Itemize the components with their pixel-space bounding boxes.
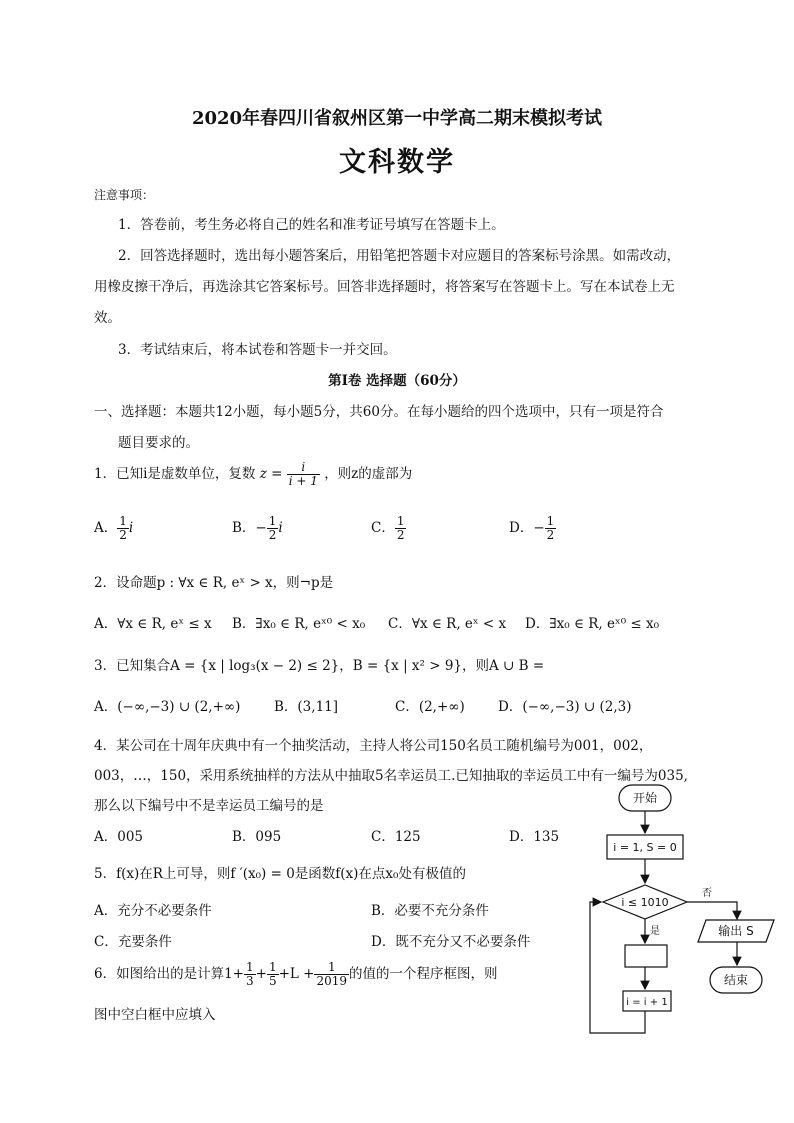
flowchart-increment-label: i = i + 1 bbox=[626, 997, 668, 1008]
notice-item-2-line1: 2．回答选择题时，选出每小题答案后，用铅笔把答题卡对应题目的答案标号涂黑。如需改动， bbox=[118, 248, 681, 264]
q3-option-a: A．(−∞,−3) ∪ (2,+∞) bbox=[94, 699, 241, 715]
question-2-stem: 2．设命题p : ∀x ∈ R, eˣ > x，则¬p是 bbox=[94, 575, 334, 591]
q4-option-c: C．125 bbox=[371, 829, 421, 845]
flowchart-yes-label: 是 bbox=[650, 926, 660, 937]
subject-title: 文科数学 bbox=[339, 147, 455, 178]
question-6-line2: 图中空白框中应填入 bbox=[94, 1007, 216, 1023]
flowchart-init-label: i = 1, S = 0 bbox=[613, 841, 677, 854]
q2-option-d: D．∃x₀ ∈ R, eˣ⁰ ≤ x₀ bbox=[525, 616, 660, 632]
question-3-stem: 3．已知集合A = {x | log₃(x − 2) ≤ 2}，B = {x | x² > 9}，则A ∪ B = bbox=[94, 658, 545, 674]
question-4-line3: 那么以下编号中不是幸运员工编号的是 bbox=[94, 798, 324, 814]
flowchart-diagram bbox=[582, 780, 788, 1042]
notice-item-2-line3: 效。 bbox=[94, 310, 121, 326]
question-4-line2: 003，…，150，采用系统抽样的方法从中抽取5名幸运员工.已知抽取的幸运员工中有一编号为035, bbox=[94, 768, 688, 784]
q5-option-d: D．既不充分又不必要条件 bbox=[371, 934, 531, 950]
q4-option-b: B．095 bbox=[232, 829, 282, 845]
flowchart-start-label: 开始 bbox=[632, 791, 658, 805]
q1-option-c: C． $\frac{1}{2}$ bbox=[371, 514, 405, 542]
q1-option-d: D．− $\frac{1}{2}$ bbox=[509, 514, 555, 542]
q2-option-a: A．∀x ∈ R, eˣ ≤ x bbox=[94, 616, 212, 632]
q3-option-c: C．(2,+∞) bbox=[395, 699, 465, 715]
section-instruction-line2: 题目要求的。 bbox=[118, 435, 199, 451]
q2-option-c: C．∀x ∈ R, eˣ < x bbox=[388, 616, 507, 632]
q1-fraction: $\frac{i}{i + 1}$ bbox=[288, 460, 318, 488]
q3-option-b: B．(3,11] bbox=[274, 699, 339, 715]
q5-option-a: A．充分不必要条件 bbox=[94, 903, 212, 919]
flowchart-output-label: 输出 S bbox=[718, 924, 754, 938]
exam-title: 2020年春四川省叙州区第一中学高二期末模拟考试 bbox=[191, 108, 603, 129]
notice-item-1: 1．答卷前，考生务必将自己的姓名和准考证号填写在答题卡上。 bbox=[118, 217, 505, 233]
q1-option-b: B．− $\frac{1}{2}$ i bbox=[232, 514, 283, 542]
question-1-stem: 1．已知i是虚数单位，复数 z = $\frac{i}{i + 1}$ ，则z的虚部为 bbox=[94, 460, 413, 488]
q4-option-a: A．005 bbox=[94, 829, 144, 845]
flowchart-end-label: 结束 bbox=[723, 973, 749, 987]
q3-option-d: D．(−∞,−3) ∪ (2,3) bbox=[498, 699, 632, 715]
notice-item-3: 3．考试结束后，将本试卷和答题卡一并交回。 bbox=[118, 342, 397, 358]
flowchart-condition-label: i ≤ 1010 bbox=[621, 896, 669, 909]
section-instruction-line1: 一、选择题：本题共12小题，每小题5分，共60分。在每小题给的四个选项中，只有一项是符合 bbox=[94, 404, 664, 420]
q5-option-c: C．充要条件 bbox=[94, 934, 172, 950]
section-title: 第Ⅰ卷 选择题（60分） bbox=[328, 373, 466, 389]
q2-option-b: B．∃x₀ ∈ R, eˣ⁰ < x₀ bbox=[232, 616, 366, 632]
flowchart-blank-box bbox=[625, 945, 667, 967]
q4-option-d: D．135 bbox=[509, 829, 560, 845]
q1-option-a: A． $\frac{1}{2}$ i bbox=[94, 514, 134, 542]
notice-heading: 注意事项： bbox=[94, 188, 155, 202]
notice-item-2-line2: 用橡皮擦干净后，再选涂其它答案标号。回答非选择题时，将答案写在答题卡上。写在本试卷上无 bbox=[94, 279, 675, 295]
question-6-stem: 6．如图给出的是计算1+ $\frac{1}{3}$ + $\frac{1}{5}$ +L + $\frac{1}{2019}$ 的值的一个程序框图，则 bbox=[94, 960, 498, 988]
question-5-stem: 5．f(x)在R上可导，则f ′(x₀) = 0是函数f(x)在点x₀处有极值的 bbox=[94, 866, 466, 882]
flowchart-no-label: 否 bbox=[702, 888, 712, 899]
q5-option-b: B．必要不充分条件 bbox=[371, 903, 489, 919]
question-4-line1: 4．某公司在十周年庆典中有一个抽奖活动，主持人将公司150名员工随机编号为001，002， bbox=[94, 738, 653, 754]
